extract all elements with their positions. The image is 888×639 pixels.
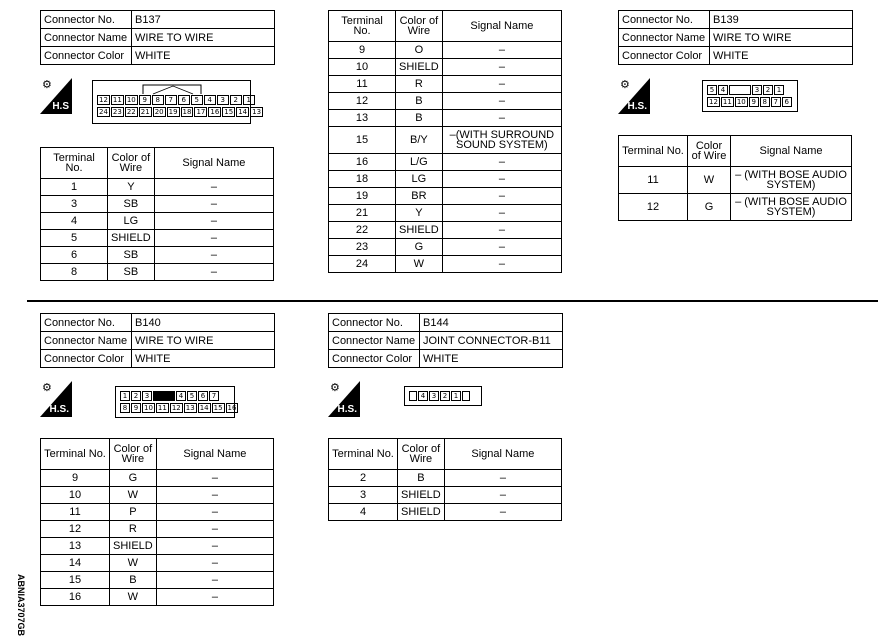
connector-no-value: B140 <box>132 314 275 332</box>
signal-name-cell: – <box>156 555 273 572</box>
signal-name-cell: – <box>156 470 273 487</box>
pin-number: 6 <box>198 391 208 401</box>
table-row <box>329 171 562 188</box>
wire-color-cell: R <box>110 521 157 538</box>
table-row <box>329 127 562 154</box>
signal-name-cell: – <box>156 487 273 504</box>
table-row <box>329 504 562 521</box>
signal-name-cell: – <box>442 256 561 273</box>
terminal-cell: 22 <box>329 222 396 239</box>
pin-number: 12 <box>99 96 108 104</box>
pin-cavity-end <box>462 391 470 401</box>
pin-number: 9 <box>749 97 759 107</box>
pin-number: 15 <box>213 404 223 412</box>
terminal-cell: 21 <box>329 205 396 222</box>
connector-no-label: Connector No. <box>619 11 710 29</box>
pin-number: 12 <box>709 98 718 106</box>
terminal-cell: 11 <box>41 504 110 521</box>
signal-name-cell: – <box>444 504 561 521</box>
pin-number: 1 <box>774 85 784 95</box>
table-row <box>329 154 562 171</box>
pin-number: 20 <box>154 108 164 116</box>
pin-row-top <box>120 391 219 401</box>
pin-row-bottom <box>97 107 263 117</box>
pin-number: 12 <box>171 404 181 412</box>
terminal-cell: 13 <box>329 110 396 127</box>
pin-number: 11 <box>722 98 732 106</box>
terminal-cell: 19 <box>329 188 396 205</box>
connector-color-value: WHITE <box>132 47 275 65</box>
pin-number: 8 <box>120 403 130 413</box>
table-row <box>41 487 274 504</box>
b137-terminal-table <box>40 147 274 281</box>
terminal-cell: 9 <box>329 42 396 59</box>
signal-name-cell: – <box>442 205 561 222</box>
wire-color-cell: R <box>396 76 443 93</box>
wire-color-cell: W <box>110 589 157 606</box>
wire-color-cell: SHIELD <box>398 487 445 504</box>
pin-number: 6 <box>782 97 792 107</box>
pin-number: 3 <box>142 391 152 401</box>
signal-name-cell: – <box>154 230 273 247</box>
pin-number: 6 <box>178 95 190 105</box>
b144-connector-diagram <box>404 386 482 406</box>
signal-name-cell: – (WITH BOSE AUDIO SYSTEM) <box>731 194 852 221</box>
connector-no-value: B137 <box>132 11 275 29</box>
connector-color-value: WHITE <box>710 47 853 65</box>
figure-code: ABNIA3707GB <box>16 573 27 637</box>
wire-color-cell: Y <box>108 179 155 196</box>
connector-no-label: Connector No. <box>41 11 132 29</box>
table-row <box>41 230 274 247</box>
pin-number: 3 <box>217 95 229 105</box>
signal-name-cell: – <box>156 538 273 555</box>
signal-name-cell: – <box>442 59 561 76</box>
wire-color-cell: W <box>688 167 731 194</box>
b144-terminal-table <box>328 438 562 521</box>
table-row <box>329 93 562 110</box>
signal-name-cell: – <box>442 171 561 188</box>
pin-number: 2 <box>763 85 773 95</box>
pin-number: 8 <box>152 95 164 105</box>
signal-name-cell: – <box>442 239 561 256</box>
table-row <box>619 194 852 221</box>
terminal-cell: 16 <box>41 589 110 606</box>
terminal-cell: 4 <box>329 504 398 521</box>
pin-number: 11 <box>157 404 167 412</box>
wire-color-cell: W <box>110 555 157 572</box>
pin-number: 17 <box>196 108 206 116</box>
wire-color-cell: SB <box>108 264 155 281</box>
b140-terminal-table <box>40 438 274 606</box>
pin-number: 4 <box>176 391 186 401</box>
wire-color-cell: SB <box>108 247 155 264</box>
terminal-no-header: Terminal No. <box>329 439 398 470</box>
signal-name-cell: – <box>156 521 273 538</box>
table-row <box>329 470 562 487</box>
connector-key-shape <box>93 81 250 95</box>
terminal-cell: 12 <box>41 521 110 538</box>
pin-number: 4 <box>718 85 728 95</box>
connector-color-label: Connector Color <box>41 350 132 368</box>
b137-connector-info <box>40 10 275 65</box>
wire-color-cell: LG <box>396 171 443 188</box>
wire-color-cell: P <box>110 504 157 521</box>
terminal-cell: 3 <box>329 487 398 504</box>
pin-row <box>409 391 470 401</box>
b144-connector-info <box>328 313 563 368</box>
signal-name-cell: – <box>442 76 561 93</box>
pin-number: 7 <box>209 391 219 401</box>
b137-connector-diagram <box>92 80 262 124</box>
table-row <box>329 76 562 93</box>
pin-number: 1 <box>120 391 130 401</box>
terminal-cell: 1 <box>41 179 108 196</box>
signal-name-cell: –(WITH SURROUND SOUND SYSTEM) <box>442 127 561 154</box>
wire-color-cell: L/G <box>396 154 443 171</box>
signal-name-cell: – (WITH BOSE AUDIO SYSTEM) <box>731 167 852 194</box>
wire-color-cell: SB <box>108 196 155 213</box>
connector-no-value: B144 <box>420 314 563 332</box>
connector-no-value: B139 <box>710 11 853 29</box>
table-row <box>329 110 562 127</box>
terminal-no-header: Terminal No. <box>619 136 688 167</box>
wire-color-cell: SHIELD <box>108 230 155 247</box>
table-row <box>41 196 274 213</box>
connector-name-value: WIRE TO WIRE <box>710 29 853 47</box>
pin-number: 13 <box>185 404 195 412</box>
terminal-no-header: Terminal No. <box>329 11 396 42</box>
hs-icon: ⚙ H.S. <box>40 381 72 417</box>
wire-color-cell: BR <box>396 188 443 205</box>
terminal-cell: 6 <box>41 247 108 264</box>
terminal-no-header: Terminal No. <box>41 439 110 470</box>
pin-number: 23 <box>112 108 122 116</box>
table-row <box>41 589 274 606</box>
pin-row-top <box>707 85 784 95</box>
terminal-cell: 23 <box>329 239 396 256</box>
terminal-cell: 18 <box>329 171 396 188</box>
signal-name-cell: – <box>154 247 273 264</box>
signal-name-header: Signal Name <box>156 439 273 470</box>
terminal-cell: 9 <box>41 470 110 487</box>
wire-color-cell: O <box>396 42 443 59</box>
pin-number: 10 <box>736 98 746 106</box>
b140-connector-diagram <box>115 386 235 418</box>
table-row <box>41 247 274 264</box>
signal-name-header: Signal Name <box>154 148 273 179</box>
table-row <box>619 167 852 194</box>
pin-number: 3 <box>752 85 762 95</box>
connector-no-label: Connector No. <box>41 314 132 332</box>
terminal-cell: 8 <box>41 264 108 281</box>
connector-color-value: WHITE <box>420 350 563 368</box>
signal-name-cell: – <box>442 110 561 127</box>
wire-color-cell: B <box>110 572 157 589</box>
wire-color-cell: B <box>396 110 443 127</box>
pin-number: 18 <box>182 108 192 116</box>
pin-number: 5 <box>191 95 203 105</box>
pin-number: 11 <box>112 96 122 104</box>
table-row <box>329 42 562 59</box>
table-row <box>41 538 274 555</box>
pin-number: 1 <box>451 391 461 401</box>
b139-terminal-table <box>618 135 852 221</box>
wire-color-cell: LG <box>108 213 155 230</box>
terminal-cell: 16 <box>329 154 396 171</box>
signal-name-cell: – <box>154 264 273 281</box>
pin-number: 4 <box>418 391 428 401</box>
pin-number: 24 <box>99 108 108 116</box>
terminal-cell: 14 <box>41 555 110 572</box>
pin-number: 10 <box>144 404 153 412</box>
wire-color-cell: W <box>110 487 157 504</box>
signal-name-cell: – <box>442 93 561 110</box>
table-row <box>41 504 274 521</box>
pin-cavity-end <box>409 391 417 401</box>
signal-name-cell: – <box>444 470 561 487</box>
color-of-wire-header: Color of Wire <box>108 148 155 179</box>
wire-color-cell: G <box>688 194 731 221</box>
hs-icon: ⚙ H.S. <box>328 381 360 417</box>
color-of-wire-header: Color of Wire <box>110 439 157 470</box>
connector-color-label: Connector Color <box>41 47 132 65</box>
pin-number: 7 <box>771 97 781 107</box>
signal-name-cell: – <box>442 154 561 171</box>
table-row <box>329 239 562 256</box>
pin-number: 3 <box>429 391 439 401</box>
pin-row-top <box>97 95 255 105</box>
terminal-cell: 12 <box>329 93 396 110</box>
signal-name-cell: – <box>442 42 561 59</box>
wire-color-cell: G <box>396 239 443 256</box>
pin-number: 15 <box>224 108 234 116</box>
hs-icon: ⚙ H.S <box>40 78 72 114</box>
terminal-cell: 10 <box>329 59 396 76</box>
signal-name-cell: – <box>156 572 273 589</box>
signal-name-header: Signal Name <box>442 11 561 42</box>
connector-name-label: Connector Name <box>41 332 132 350</box>
pin-row-bottom <box>707 97 792 107</box>
signal-name-cell: – <box>156 504 273 521</box>
connector-name-value: WIRE TO WIRE <box>132 29 275 47</box>
pin-cavity-filled <box>153 391 175 401</box>
table-row <box>41 179 274 196</box>
connector-name-value: JOINT CONNECTOR-B11 <box>420 332 563 350</box>
color-of-wire-header: Color of Wire <box>398 439 445 470</box>
table-row <box>329 256 562 273</box>
wire-color-cell: W <box>396 256 443 273</box>
pin-number: 19 <box>168 108 178 116</box>
signal-name-cell: – <box>154 179 273 196</box>
pin-row-bottom <box>120 403 238 413</box>
wire-color-cell: B <box>398 470 445 487</box>
connector-no-label: Connector No. <box>329 314 420 332</box>
table-row <box>329 59 562 76</box>
connector-name-label: Connector Name <box>41 29 132 47</box>
signal-name-cell: – <box>154 213 273 230</box>
wire-color-cell: SHIELD <box>398 504 445 521</box>
pin-number: 9 <box>139 95 151 105</box>
pin-number: 22 <box>126 108 136 116</box>
pin-number: 14 <box>199 404 209 412</box>
table-row <box>41 264 274 281</box>
wire-color-cell: B <box>396 93 443 110</box>
terminal-no-header: Terminal No. <box>41 148 108 179</box>
color-of-wire-header: Color of Wire <box>688 136 731 167</box>
pin-number: 16 <box>210 108 220 116</box>
table-row <box>41 572 274 589</box>
connector-name-value: WIRE TO WIRE <box>132 332 275 350</box>
pin-number: 2 <box>230 95 242 105</box>
signal-name-header: Signal Name <box>444 439 561 470</box>
terminal-cell: 12 <box>619 194 688 221</box>
table-row <box>329 205 562 222</box>
terminal-cell: 15 <box>41 572 110 589</box>
terminal-cell: 2 <box>329 470 398 487</box>
connector-color-label: Connector Color <box>329 350 420 368</box>
connector-color-label: Connector Color <box>619 47 710 65</box>
pin-number: 8 <box>760 97 770 107</box>
hs-label: H.S <box>52 101 69 112</box>
color-of-wire-header: Color of Wire <box>396 11 443 42</box>
terminal-cell: 13 <box>41 538 110 555</box>
pin-number: 5 <box>187 391 197 401</box>
pin-number: 2 <box>440 391 450 401</box>
terminal-cell: 10 <box>41 487 110 504</box>
pin-number: 10 <box>126 96 136 104</box>
signal-name-cell: – <box>442 222 561 239</box>
table-row <box>329 487 562 504</box>
terminal-cell: 11 <box>619 167 688 194</box>
connector-name-label: Connector Name <box>619 29 710 47</box>
signal-name-cell: – <box>154 196 273 213</box>
table-row <box>329 188 562 205</box>
wire-color-cell: B/Y <box>396 127 443 154</box>
hs-label: H.S. <box>627 101 647 112</box>
terminal-cell: 24 <box>329 256 396 273</box>
pin-number: 14 <box>238 108 248 116</box>
section-divider <box>27 300 878 302</box>
b140-connector-info <box>40 313 275 368</box>
terminal-cell: 15 <box>329 127 396 154</box>
terminal-cell: 5 <box>41 230 108 247</box>
b139-connector-info <box>618 10 853 65</box>
wire-color-cell: SHIELD <box>396 222 443 239</box>
pin-number: 9 <box>131 403 141 413</box>
pin-number: 1 <box>243 95 255 105</box>
hs-icon: ⚙ H.S. <box>618 78 650 114</box>
signal-name-cell: – <box>444 487 561 504</box>
pin-number: 13 <box>252 108 262 116</box>
pin-number: 21 <box>140 108 150 116</box>
pin-number: 7 <box>165 95 177 105</box>
pin-number: 2 <box>131 391 141 401</box>
b139-connector-diagram <box>702 80 798 112</box>
signal-name-cell: – <box>156 589 273 606</box>
connector-name-label: Connector Name <box>329 332 420 350</box>
b137-terminal-table-continued <box>328 10 562 273</box>
connector-color-value: WHITE <box>132 350 275 368</box>
pin-cavity-blank <box>729 85 751 95</box>
table-row <box>41 521 274 538</box>
terminal-cell: 3 <box>41 196 108 213</box>
wire-color-cell: SHIELD <box>110 538 157 555</box>
pin-number: 5 <box>707 85 717 95</box>
signal-name-header: Signal Name <box>731 136 852 167</box>
terminal-cell: 11 <box>329 76 396 93</box>
hs-label: H.S. <box>337 404 357 415</box>
hs-label: H.S. <box>49 404 69 415</box>
pin-number: 16 <box>227 404 237 412</box>
wire-color-cell: Y <box>396 205 443 222</box>
pin-number: 4 <box>204 95 216 105</box>
table-row <box>41 470 274 487</box>
table-row <box>329 222 562 239</box>
table-row <box>41 555 274 572</box>
wire-color-cell: G <box>110 470 157 487</box>
wire-color-cell: SHIELD <box>396 59 443 76</box>
table-row <box>41 213 274 230</box>
signal-name-cell: – <box>442 188 561 205</box>
terminal-cell: 4 <box>41 213 108 230</box>
